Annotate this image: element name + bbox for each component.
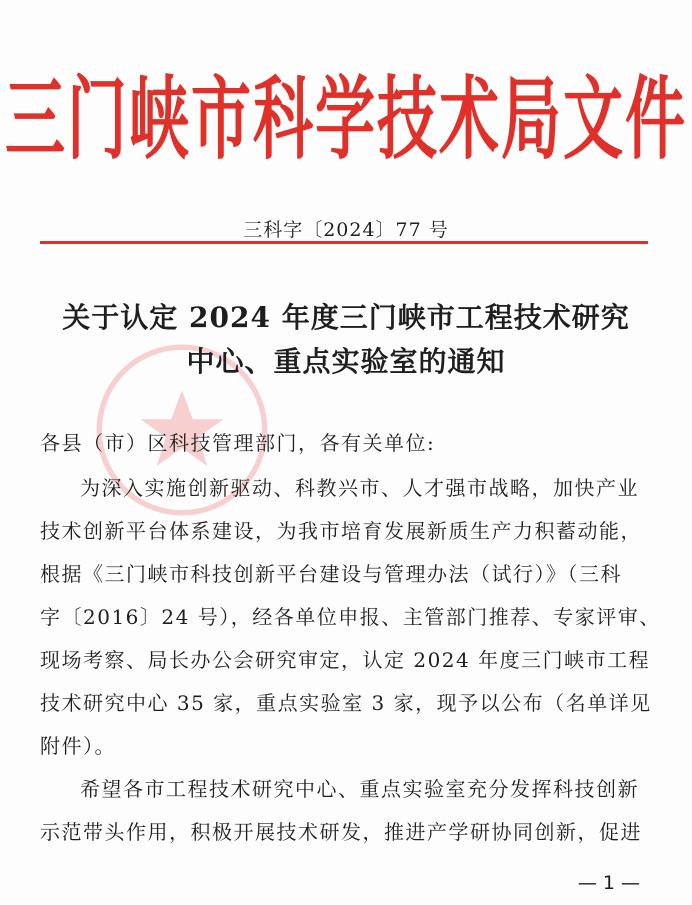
paragraph-line: 技术研究中心 35 家，重点实验室 3 家，现予以公布（名单详见 — [40, 691, 652, 715]
paragraph-line: 附件）。 — [40, 734, 116, 758]
red-divider-line — [40, 241, 648, 244]
paragraph-line: 示范带头作用，积极开展技术研发，推进产学研协同创新，促进 — [40, 820, 642, 844]
agency-header-title: 三门峡市科学技术局文件 — [5, 67, 687, 173]
paragraph-line: 字〔2016〕24 号），经各单位申报、主管部门推荐、专家评审、 — [40, 605, 661, 629]
salutation: 各县（市）区科技管理部门，各有关单位: — [40, 431, 436, 455]
document-number: 三科字〔2024〕77 号 — [243, 219, 449, 241]
notice-title-line-1: 关于认定 2024 年度三门峡市工程技术研究 — [62, 301, 630, 334]
paragraph-line: 现场考察、局长办公会研究审定，认定 2024 年度三门峡市工程 — [40, 648, 651, 672]
paragraph-line: 希望各市工程技术研究中心、重点实验室充分发挥科技创新 — [80, 777, 639, 801]
paragraph-line: 根据《三门峡市科技创新平台建设与管理办法（试行）》（三科 — [40, 562, 622, 586]
paragraph-line: 为深入实施创新驱动、科教兴市、人才强市战略，加快产业 — [80, 476, 639, 500]
notice-title-line-2: 中心、重点实验室的通知 — [186, 345, 506, 378]
page-number: — 1 — — [577, 872, 640, 894]
paragraph-line: 技术创新平台体系建设，为我市培育发展新质生产力积蓄动能， — [40, 519, 642, 543]
